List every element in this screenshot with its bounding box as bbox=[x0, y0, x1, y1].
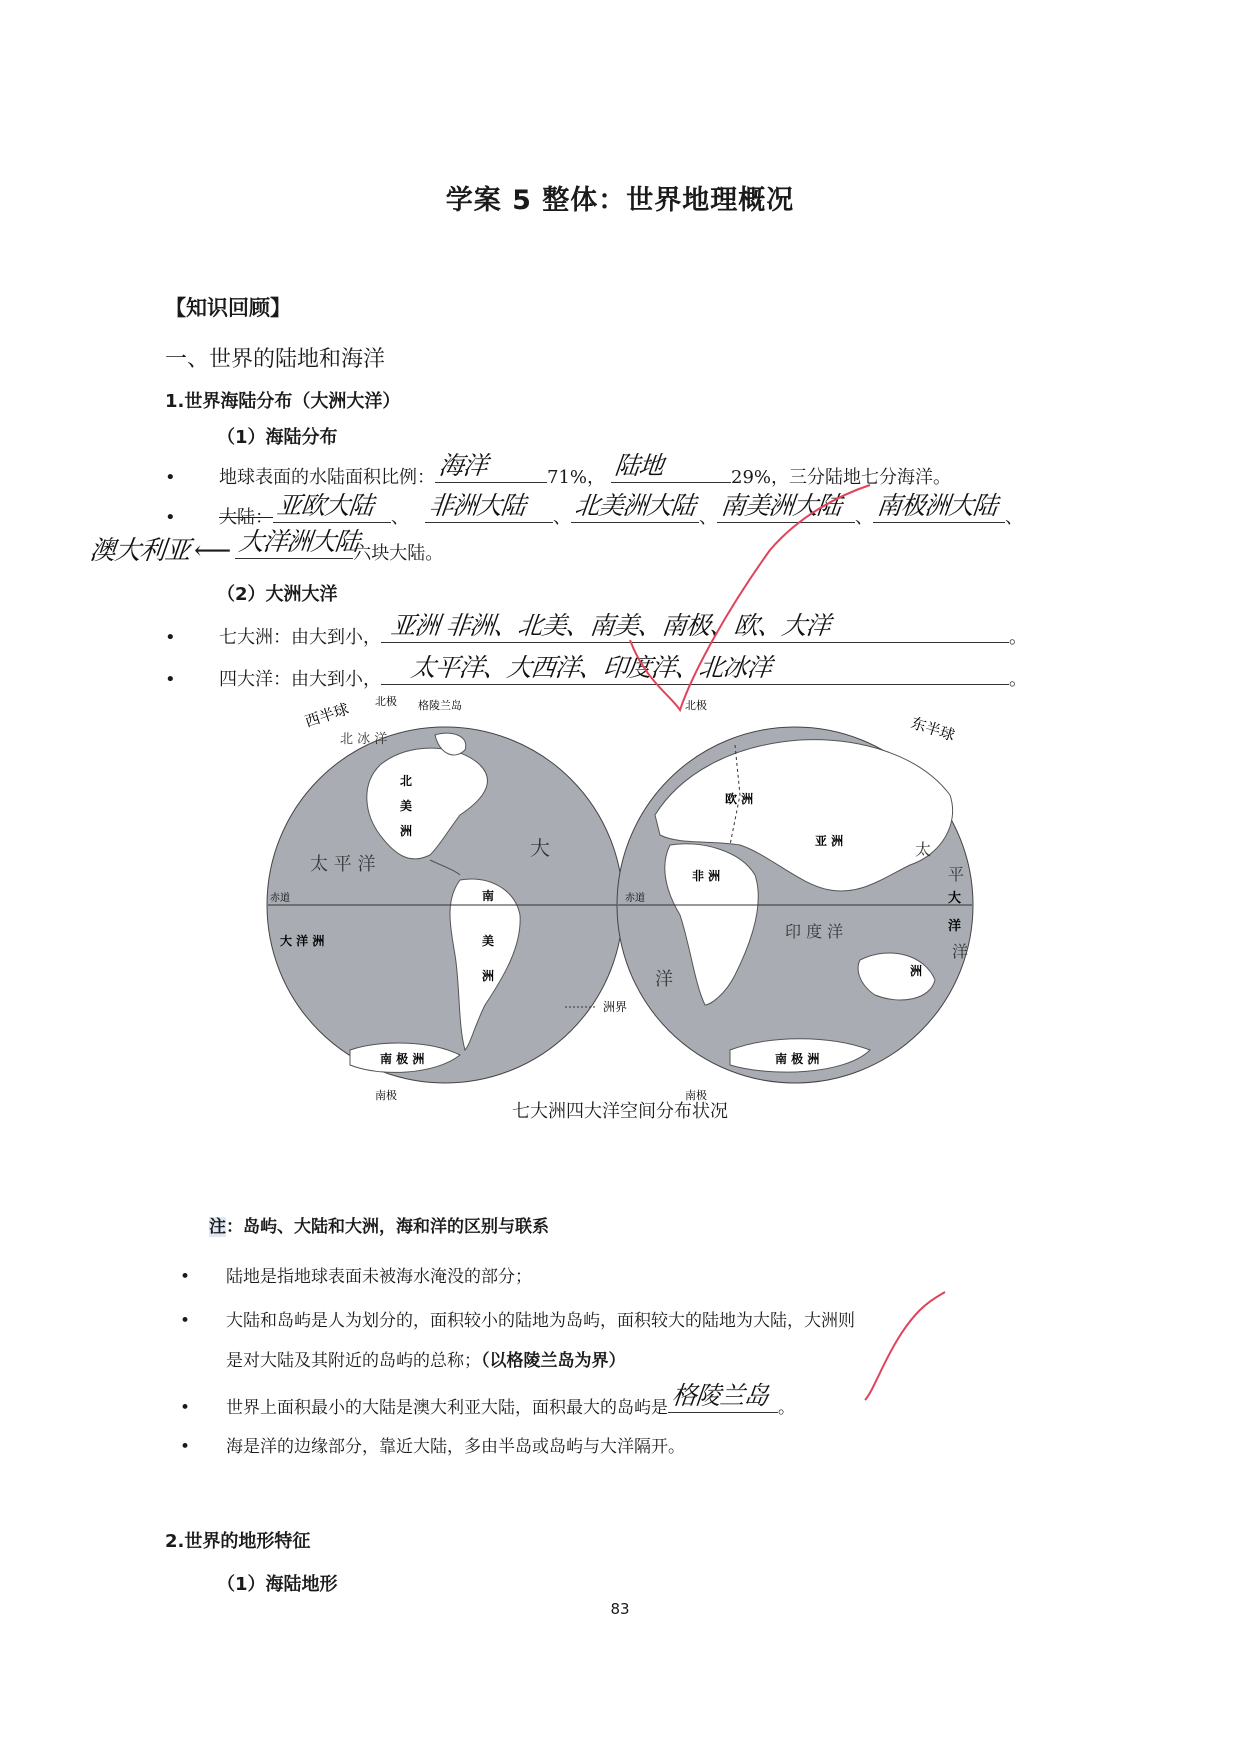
asia-label: 亚 洲 bbox=[815, 834, 844, 848]
eastern-hemisphere bbox=[617, 727, 973, 1083]
antarctica-label-w: 南 极 洲 bbox=[380, 1052, 425, 1066]
seven-continents-blank[interactable]: 亚洲 非洲、北美、南美、南极、欧、大洋 bbox=[381, 620, 1009, 643]
continent-blank-4[interactable]: 南美洲大陆 bbox=[717, 500, 855, 523]
north-pole-label-w: 北极 bbox=[375, 695, 397, 708]
largest-island-blank[interactable]: 格陵兰岛 bbox=[668, 1390, 778, 1413]
pacific-e-label-2: 平 bbox=[948, 865, 965, 884]
bullet: • bbox=[165, 627, 176, 648]
page-number: 83 bbox=[610, 1600, 630, 1618]
equator-label-w: 赤道 bbox=[270, 893, 290, 904]
east-hemisphere-label: 东半球 bbox=[908, 713, 958, 745]
pacific-e-label-4: 洋 bbox=[948, 919, 962, 934]
western-hemisphere bbox=[267, 727, 623, 1083]
continent-blank-5[interactable]: 南极洲大陆 bbox=[873, 500, 1005, 523]
sa-label-1: 南 bbox=[482, 889, 495, 903]
south-pole-label-w: 南极 bbox=[375, 1089, 397, 1102]
note-item-1: • 陆地是指地球表面未被海水淹没的部分； bbox=[180, 1267, 532, 1287]
indian-ocean-label: 印 度 洋 bbox=[785, 922, 844, 941]
west-hemisphere-label: 西半球 bbox=[302, 699, 352, 731]
four-oceans-line: • 四大洋：由大到小， 太平洋、大西洋、印度洋、北冰洋 。 bbox=[165, 653, 1027, 690]
greenland-label: 格陵兰岛 bbox=[418, 699, 462, 712]
pacific-e-label-3: 大 bbox=[948, 891, 962, 906]
note-title: 注：岛屿、大陆和大洲，海和洋的区别与联系 bbox=[209, 1217, 549, 1237]
europe-label: 欧 洲 bbox=[725, 792, 754, 806]
oceania-label-e: 洲 bbox=[910, 964, 923, 978]
continents-line: • 大陆： 亚欧大陆 、 非洲大陆 、 北美洲大陆 、 南美洲大陆 、 南极洲大陆 、 bbox=[165, 491, 1023, 528]
sub1-heading: 1.世界海陆分布（大洲大洋） bbox=[165, 391, 401, 412]
world-hemisphere-map bbox=[260, 695, 980, 1102]
seven-continents-line: • 七大洲：由大到小， 亚洲 非洲、北美、南美、南极、欧、大洋 。 bbox=[165, 611, 1027, 648]
pacific-label-w: 太 平 洋 bbox=[310, 854, 376, 875]
continent-blank-6[interactable]: 大洋洲大陆 bbox=[235, 536, 353, 559]
antarctica-label-e: 南 极 洲 bbox=[775, 1052, 820, 1066]
sub1-2-heading: （2）大洲大洋 bbox=[217, 584, 338, 605]
arctic-ocean-label: 北 冰 洋 bbox=[340, 732, 388, 747]
arrow-icon: ⟵ bbox=[194, 536, 232, 566]
continent-blank-1[interactable]: 亚欧大陆 bbox=[273, 500, 391, 523]
section-knowledge: 【知识回顾】 bbox=[165, 296, 291, 320]
atlantic-label-e: 洋 bbox=[655, 969, 673, 990]
note-item-4: • 海是洋的边缘部分，靠近大陆，多由半岛或岛屿与大洋隔开。 bbox=[180, 1437, 685, 1457]
bullet: • bbox=[165, 669, 176, 690]
margin-note: 澳大利亚 bbox=[88, 536, 192, 566]
note-item-3: • 世界上面积最小的大陆是澳大利亚大陆，面积最大的岛屿是 格陵兰岛 。 bbox=[180, 1381, 795, 1418]
section1-heading: 一、世界的陆地和海洋 bbox=[165, 347, 386, 372]
continent-blank-2[interactable]: 非洲大陆 bbox=[425, 500, 553, 523]
na-label-3: 洲 bbox=[400, 824, 413, 838]
pacific-e-label-5: 洋 bbox=[952, 942, 969, 961]
sub2-heading: 2.世界的地形特征 bbox=[165, 1531, 311, 1552]
pacific-e-label-1: 太 bbox=[915, 840, 932, 859]
sub2-1-heading: （1）海陆地形 bbox=[217, 1574, 338, 1595]
red-correction-mark bbox=[600, 480, 900, 720]
sa-label-2: 美 bbox=[482, 934, 495, 948]
four-oceans-blank[interactable]: 太平洋、大西洋、印度洋、北冰洋 bbox=[381, 662, 1009, 685]
na-label-1: 北 bbox=[400, 774, 413, 788]
atlantic-label-w: 大 bbox=[530, 836, 550, 860]
ratio-line: • 地球表面的水陆面积比例： 海洋 71%， 陆地 29%，三分陆地七分海洋。 bbox=[165, 460, 951, 489]
south-pole-label-e: 南极 bbox=[685, 1089, 707, 1102]
bullet: • bbox=[165, 507, 176, 528]
bullet: • bbox=[165, 467, 176, 488]
africa-label: 非 洲 bbox=[692, 869, 721, 883]
oceania-label-w: 大 洋 洲 bbox=[280, 934, 325, 948]
ratio-blank-1[interactable] bbox=[435, 451, 547, 483]
page-title: 学案 5 整体：世界地理概况 bbox=[445, 185, 795, 216]
equator-label-e: 赤道 bbox=[625, 893, 645, 904]
sa-label-3: 洲 bbox=[482, 969, 495, 983]
note-item-2-cont: 是对大陆及其附近的岛屿的总称；（以格陵兰岛为界） bbox=[226, 1351, 626, 1371]
continent-blank-3[interactable]: 北美洲大陆 bbox=[571, 500, 699, 523]
handwritten-answer: 陆地 bbox=[613, 451, 665, 480]
continents-line-2: 澳大利亚 ⟵ 大洋洲大陆 六块大陆。 bbox=[88, 527, 444, 566]
boundary-legend-label: 洲界 bbox=[603, 1000, 628, 1014]
note-item-2: • 大陆和岛屿是人为划分的，面积较小的陆地为岛屿，面积较大的陆地为大陆，大洲则 bbox=[180, 1311, 855, 1331]
red-correction-mark-2 bbox=[860, 1280, 960, 1420]
handwritten-answer: 海洋 bbox=[437, 451, 489, 480]
na-label-2: 美 bbox=[400, 799, 413, 813]
map-caption: 七大洲四大洋空间分布状况 bbox=[512, 1101, 728, 1122]
north-pole-label-e: 北极 bbox=[685, 699, 707, 712]
sub1-1-heading: （1）海陆分布 bbox=[217, 427, 338, 448]
